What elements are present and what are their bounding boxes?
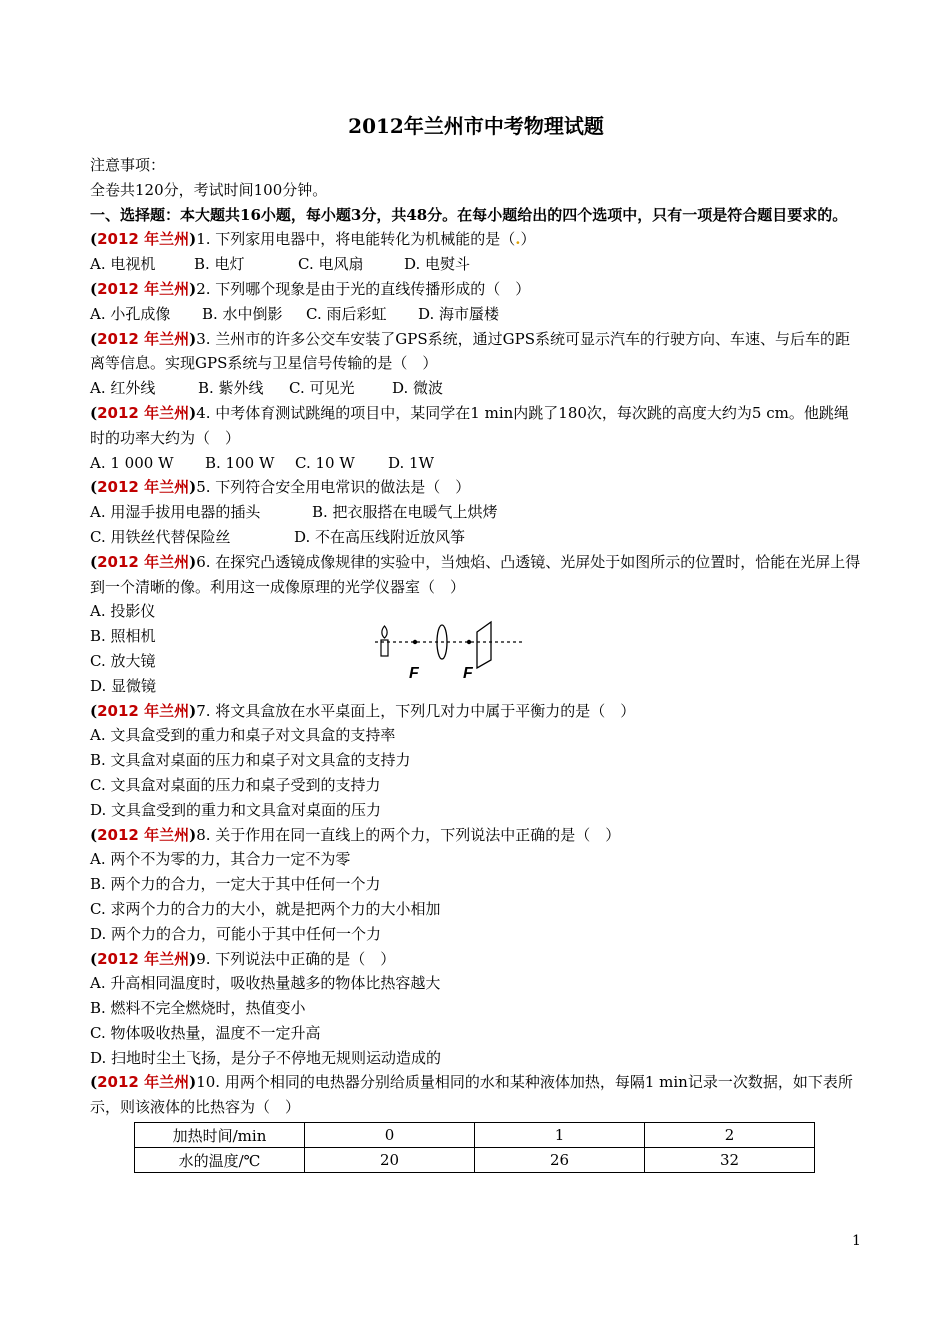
- option: B. 把衣服搭在电暖气上烘烤: [312, 503, 498, 522]
- question-3-stem: (2012 年兰州)3. 兰州市的许多公交车安装了GPS系统，通过GPS系统可显示汽车的行驶方向、车速、与后车的距离等信息。实现GPS系统与卫星信号传输的是（ ）: [90, 329, 850, 373]
- focal-point-left: [413, 640, 417, 644]
- option: B. 紫外线: [198, 379, 264, 398]
- table-cell: 水的温度/℃: [135, 1148, 305, 1173]
- option: A. 两个不为零的力，其合力一定不为零: [90, 850, 351, 869]
- option: C. 雨后彩虹: [306, 304, 387, 323]
- source-year: 2012: [97, 279, 139, 298]
- option: D. 不在高压线附近放风筝: [294, 527, 466, 546]
- section-heading: 一、选择题：本大题共16小题，每小题3分，共48分。在每小题给出的四个选项中，只有一项是符合题目要求的。: [90, 205, 848, 224]
- page-title: 2012年兰州市中考物理试题: [348, 114, 604, 138]
- option: C. 10 W: [295, 453, 355, 472]
- table-cell: 20: [305, 1148, 475, 1173]
- question-4-options: [90, 451, 862, 476]
- source-year: 2012: [97, 701, 139, 720]
- option: C. 求两个力的合力的大小，就是把两个力的大小相加: [90, 899, 441, 918]
- source-city: 年兰州: [138, 478, 190, 497]
- source-city: 年兰州: [138, 329, 190, 348]
- question-6-stem: (2012 年兰州)6. 在探究凸透镜成像规律的实验中，当烛焰、凸透镜、光屏处于如图所示的位置时，恰能在光屏上得到一个清晰的像。利用这一成像原理的光学仪器室（ ）: [90, 552, 861, 596]
- source-city: 年兰州: [138, 825, 190, 844]
- question-9-stem: (2012 年兰州)9. 下列说法中正确的是（ ）: [90, 949, 396, 968]
- option: D. 文具盒受到的重力和文具盒对桌面的压力: [90, 800, 382, 819]
- question-8-stem: (2012 年兰州)8. 关于作用在同一直线上的两个力，下列说法中正确的是（ ）: [90, 825, 621, 844]
- source-year: 2012: [97, 1073, 139, 1092]
- option: A. 投影仪: [90, 602, 156, 621]
- table-cell: 1: [475, 1123, 645, 1148]
- page-number: 1: [852, 1233, 861, 1249]
- lens-experiment-diagram: [375, 620, 535, 682]
- table-cell: 0: [305, 1123, 475, 1148]
- option: C. 放大镜: [90, 651, 156, 670]
- option: D. 电熨斗: [404, 255, 471, 274]
- question-2-options: [90, 302, 862, 327]
- source-year: 2012: [97, 230, 139, 249]
- question-2-stem: (2012 年兰州)2. 下列哪个现象是由于光的直线传播形成的（ ）: [90, 279, 531, 298]
- table-cell: 加热时间/min: [135, 1123, 305, 1148]
- option: B. 文具盒对桌面的压力和桌子对文具盒的支持力: [90, 751, 411, 770]
- option: B. 照相机: [90, 627, 156, 646]
- table-cell: 2: [645, 1123, 815, 1148]
- option: D. 扫地时尘土飞扬，是分子不停地无规则运动造成的: [90, 1048, 442, 1067]
- question-1-stem: (2012 年兰州)1. 下列家用电器中，将电能转化为机械能的是（.）: [90, 230, 536, 249]
- option: C. 用铁丝代替保险丝: [90, 527, 231, 546]
- option: B. 燃料不完全燃烧时，热值变小: [90, 999, 306, 1018]
- notes-label: 注意事项：: [90, 156, 166, 174]
- question-10-stem: (2012 年兰州)10. 用两个相同的电热器分别给质量相同的水和某种液体加热，每隔1 min记录一次数据，如下表所示，则该液体的比热容为（ ）: [90, 1073, 853, 1117]
- focal-point-right: [467, 640, 471, 644]
- table-cell: 26: [475, 1148, 645, 1173]
- source-year: 2012: [97, 825, 139, 844]
- option: B. 水中倒影: [202, 304, 283, 323]
- focal-label-left: F: [409, 664, 419, 682]
- option: A. 红外线: [90, 379, 156, 398]
- option: A. 用湿手拔用电器的插头: [90, 503, 261, 522]
- source-city: 年兰州: [138, 552, 190, 571]
- source-city: 年兰州: [138, 403, 190, 422]
- question-6: [90, 550, 862, 699]
- candle-icon: [381, 626, 388, 656]
- option: A. 文具盒受到的重力和桌子对文具盒的支持率: [90, 726, 396, 745]
- question-5-stem: (2012 年兰州)5. 下列符合安全用电常识的做法是（ ）: [90, 478, 471, 497]
- source-city: 年兰州: [138, 701, 190, 720]
- focal-label-right: F: [463, 664, 473, 682]
- source-city: 年兰州: [138, 1073, 190, 1092]
- source-city: 年兰州: [138, 230, 190, 249]
- option: D. 海市蜃楼: [418, 304, 500, 323]
- source-year: 2012: [97, 949, 139, 968]
- question-1-options: [90, 252, 862, 277]
- option: D. 微波: [392, 379, 444, 398]
- option: B. 100 W: [205, 453, 275, 472]
- source-city: 年兰州: [138, 949, 190, 968]
- option: A. 小孔成像: [90, 304, 171, 323]
- option: D. 1W: [388, 453, 434, 472]
- option: C. 可见光: [289, 379, 355, 398]
- source-city: 年兰州: [138, 279, 190, 298]
- option: D. 显微镜: [90, 676, 157, 695]
- question-5-options-row2: [90, 525, 862, 550]
- table-row: [135, 1148, 815, 1173]
- question-5-options-row1: [90, 500, 862, 525]
- source-year: 2012: [97, 403, 139, 422]
- light-screen: [477, 622, 491, 668]
- question-4-stem: (2012 年兰州)4. 中考体育测试跳绳的项目中，某同学在1 min内跳了180次，每次跳的高度大约为5 cm。他跳绳时的功率大约为（ ）: [90, 403, 849, 447]
- option: D. 两个力的合力，可能小于其中任何一个力: [90, 924, 382, 943]
- source-year: 2012: [97, 552, 139, 571]
- notes-text: 全卷共120分，考试时间100分钟。: [90, 180, 328, 199]
- exam-page: [90, 110, 862, 1173]
- source-year: 2012: [97, 478, 139, 497]
- source-year: 2012: [97, 329, 139, 348]
- option: C. 物体吸收热量，温度不一定升高: [90, 1023, 321, 1042]
- question-7-stem: (2012 年兰州)7. 将文具盒放在水平桌面上，下列几对力中属于平衡力的是（ ）: [90, 701, 636, 720]
- table-row: [135, 1123, 815, 1148]
- option: B. 电灯: [194, 255, 245, 274]
- option: C. 文具盒对桌面的压力和桌子受到的支持力: [90, 775, 381, 794]
- option: A. 1 000 W: [90, 453, 174, 472]
- answer-dot: .: [515, 230, 521, 249]
- option: B. 两个力的合力，一定大于其中任何一个力: [90, 875, 381, 894]
- heating-data-table: [134, 1122, 815, 1173]
- question-3-options: [90, 376, 862, 401]
- option: C. 电风扇: [298, 255, 364, 274]
- option: A. 升高相同温度时，吸收热量越多的物体比热容越大: [90, 974, 441, 993]
- table-cell: 32: [645, 1148, 815, 1173]
- option: A. 电视机: [90, 255, 156, 274]
